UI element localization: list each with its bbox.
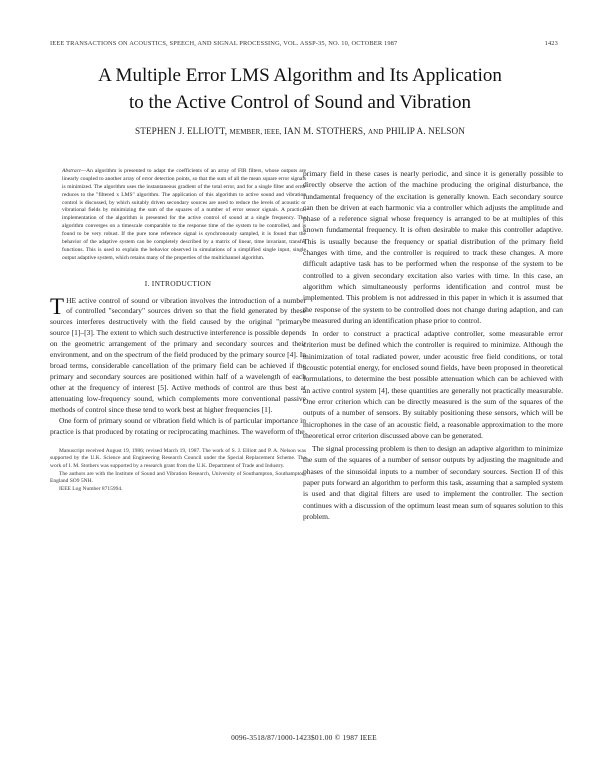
copyright-line: 0096-3518/87/1000-1423$01.00 © 1987 IEEE: [231, 733, 377, 742]
abstract-text: —An algorithm is presented to adapt the coefficients of an array of FIR filters, whose outputs are linearly coupled to another array of error detection points, so that the sum of all the mean square error signals is minimized. The algorithm uses the instantaneous gradient of the total error, and for a single filter and error reduces to the "filtered x LMS" algorithm. The application of this algorithm to active sound and vibration control is discussed, by which suitably driven secondary sources are used to reduce the levels of acoustic or vibrational fields by minimizing the sum of the squares of a number of error sensor signals. A practical implementation of the algorithm is presented for the active control of sound at a single frequency. The algorithm converges on a timescale comparable to the response time of the system to be controlled, and is found to be very robust. If the pure tone reference signal is synchronously sampled, it is found that the behavior of the adaptive system can be completely described by a matrix of linear, time invariant, transfer functions. This is used to explain the behavior observed in simulations of a simplified single input, single output adaptive system, which retains many of the properties of the multichannel algorithm.: [62, 168, 306, 261]
footnote-affiliation: The authors are with the Institute of Sound and Vibration Research, University of Southampton, Southampton, England SO9 5NH.: [50, 470, 306, 485]
author-conjunction: AND: [367, 128, 384, 136]
footnote-received: Manuscript received August 19, 1986; revised March 19, 1987. The work of S. J. Elliott and P. A. Nelson was supported by the U.K. Science and Engineering Research Council under the Special Replacement Scheme. The work of I. M. Stothers was supported by a research grant from the U.K. Department of Trade and Industry.: [50, 447, 306, 470]
footnotes: [50, 448, 306, 494]
body-paragraph: The signal processing problem is then to design an adaptive algorithm to minimize the sum of the squares of a number of sensor outputs by adjusting the magnitude and phases of the sinusoidal inputs to a number of secondary sources. Section II of this paper puts forward an algorithm to perform this task, assuming that a sampled system is used and that digital filters are used to implement the controller. The section continues with a discussion of the optimum least mean sum of squares solution to this problem.: [303, 444, 563, 521]
title-line-1: A Multiple Error LMS Algorithm and Its Application: [98, 65, 502, 86]
intro-paragraph-2: One form of primary sound or vibration field which is of particular importance in practice is that produced by rotating or reciprocating machines. The waveform of the: [50, 415, 306, 436]
drop-cap: T: [50, 293, 65, 319]
body-paragraph: primary field in these cases is nearly periodic, and since it is generally possible to directly observe the action of the machine producing the original disturbance, the fundamental frequency of the excitation is generally known. Each secondary source can then be driven at each harmonic via a controller which adjusts the amplitude and phase of a reference signal whose frequency is arranged to be at multiples of this known fundamental frequency. It is often desirable to make this controller adaptive. This is usually because the frequency or spatial distribution of the primary field changes with time, and the controller is required to track these changes. A more difficult adaptive task has to be performed when the response of the system to be controlled to a given secondary excitation also varies with time. In this case, an algorithm which simultaneously performs identification and control must be implemented. This problem is not addressed in this paper in which it is assumed that the response of the system to be controlled does not change during adaption, and can be measured during an identification phase prior to control.: [303, 169, 563, 325]
author-name: IAN M. STOTHERS,: [283, 126, 366, 136]
author-line: [40, 126, 560, 136]
abstract-lead: Abstract: [62, 168, 81, 174]
running-header: [50, 40, 558, 52]
title-line-2: to the Active Control of Sound and Vibration: [128, 92, 472, 113]
body-paragraph: In order to construct a practical adaptive controller, some measurable error criterion must be defined which the controller is required to minimize. Although the minimization of total radiated power, under acoustic free field conditions, or total acoustic potential energy, for enclosed sound fields, have been proposed in theoretical formulations, to determine the best possible attenuation which can be achieved with an active control system [4], these quantities are generally not practically measurable. One error criterion which can be directly measured is the sum of the squares of the outputs of a number of sensors. By suitably positioning these sensors, which will be microphones in the case of an acoustic field, a reasonable approximation to the more theoretical error criterion discussed above can be generated.: [303, 329, 563, 440]
page-number: 1423: [544, 40, 558, 47]
intro-paragraph: [50, 293, 306, 416]
journal-name: IEEE TRANSACTIONS ON ACOUSTICS, SPEECH, AND SIGNAL PROCESSING, VOL. ASSP-35, NO. 10, OCTOBER 1987: [50, 40, 398, 47]
right-column: [303, 168, 563, 522]
author-name: PHILIP A. NELSON: [385, 126, 465, 136]
author-role: MEMBER, IEEE,: [229, 128, 282, 136]
section-heading: I. INTRODUCTION: [144, 278, 212, 288]
author-name: STEPHEN J. ELLIOTT,: [135, 126, 228, 136]
footnote-log-number: IEEE Log Number 8715994.: [59, 485, 123, 492]
abstract: [62, 168, 306, 263]
paper-title: [30, 62, 570, 116]
intro-paragraph-text: HE active control of sound or vibration involves the introduction of a number of controlled "secondary" sources driven so that the field generated by these sources interferes destructively with the field caused by the original "primary" source [1]–[3]. The extent to which such destructive interference is possible depends on the geometric arrangement of the primary and secondary sources and their environment, and on the spectrum of the field produced by the primary source [4]. In broad terms, considerable cancellation of the primary field can be achieved if the primary and secondary sources are positioned within half of a wavelength of each other at the frequency of interest [5]. Active methods of control are thus best at attenuating low-frequency sound, which complements more conventional passive methods of control since these tend to work best at higher frequencies [1].: [50, 295, 306, 415]
left-column: [50, 168, 306, 493]
